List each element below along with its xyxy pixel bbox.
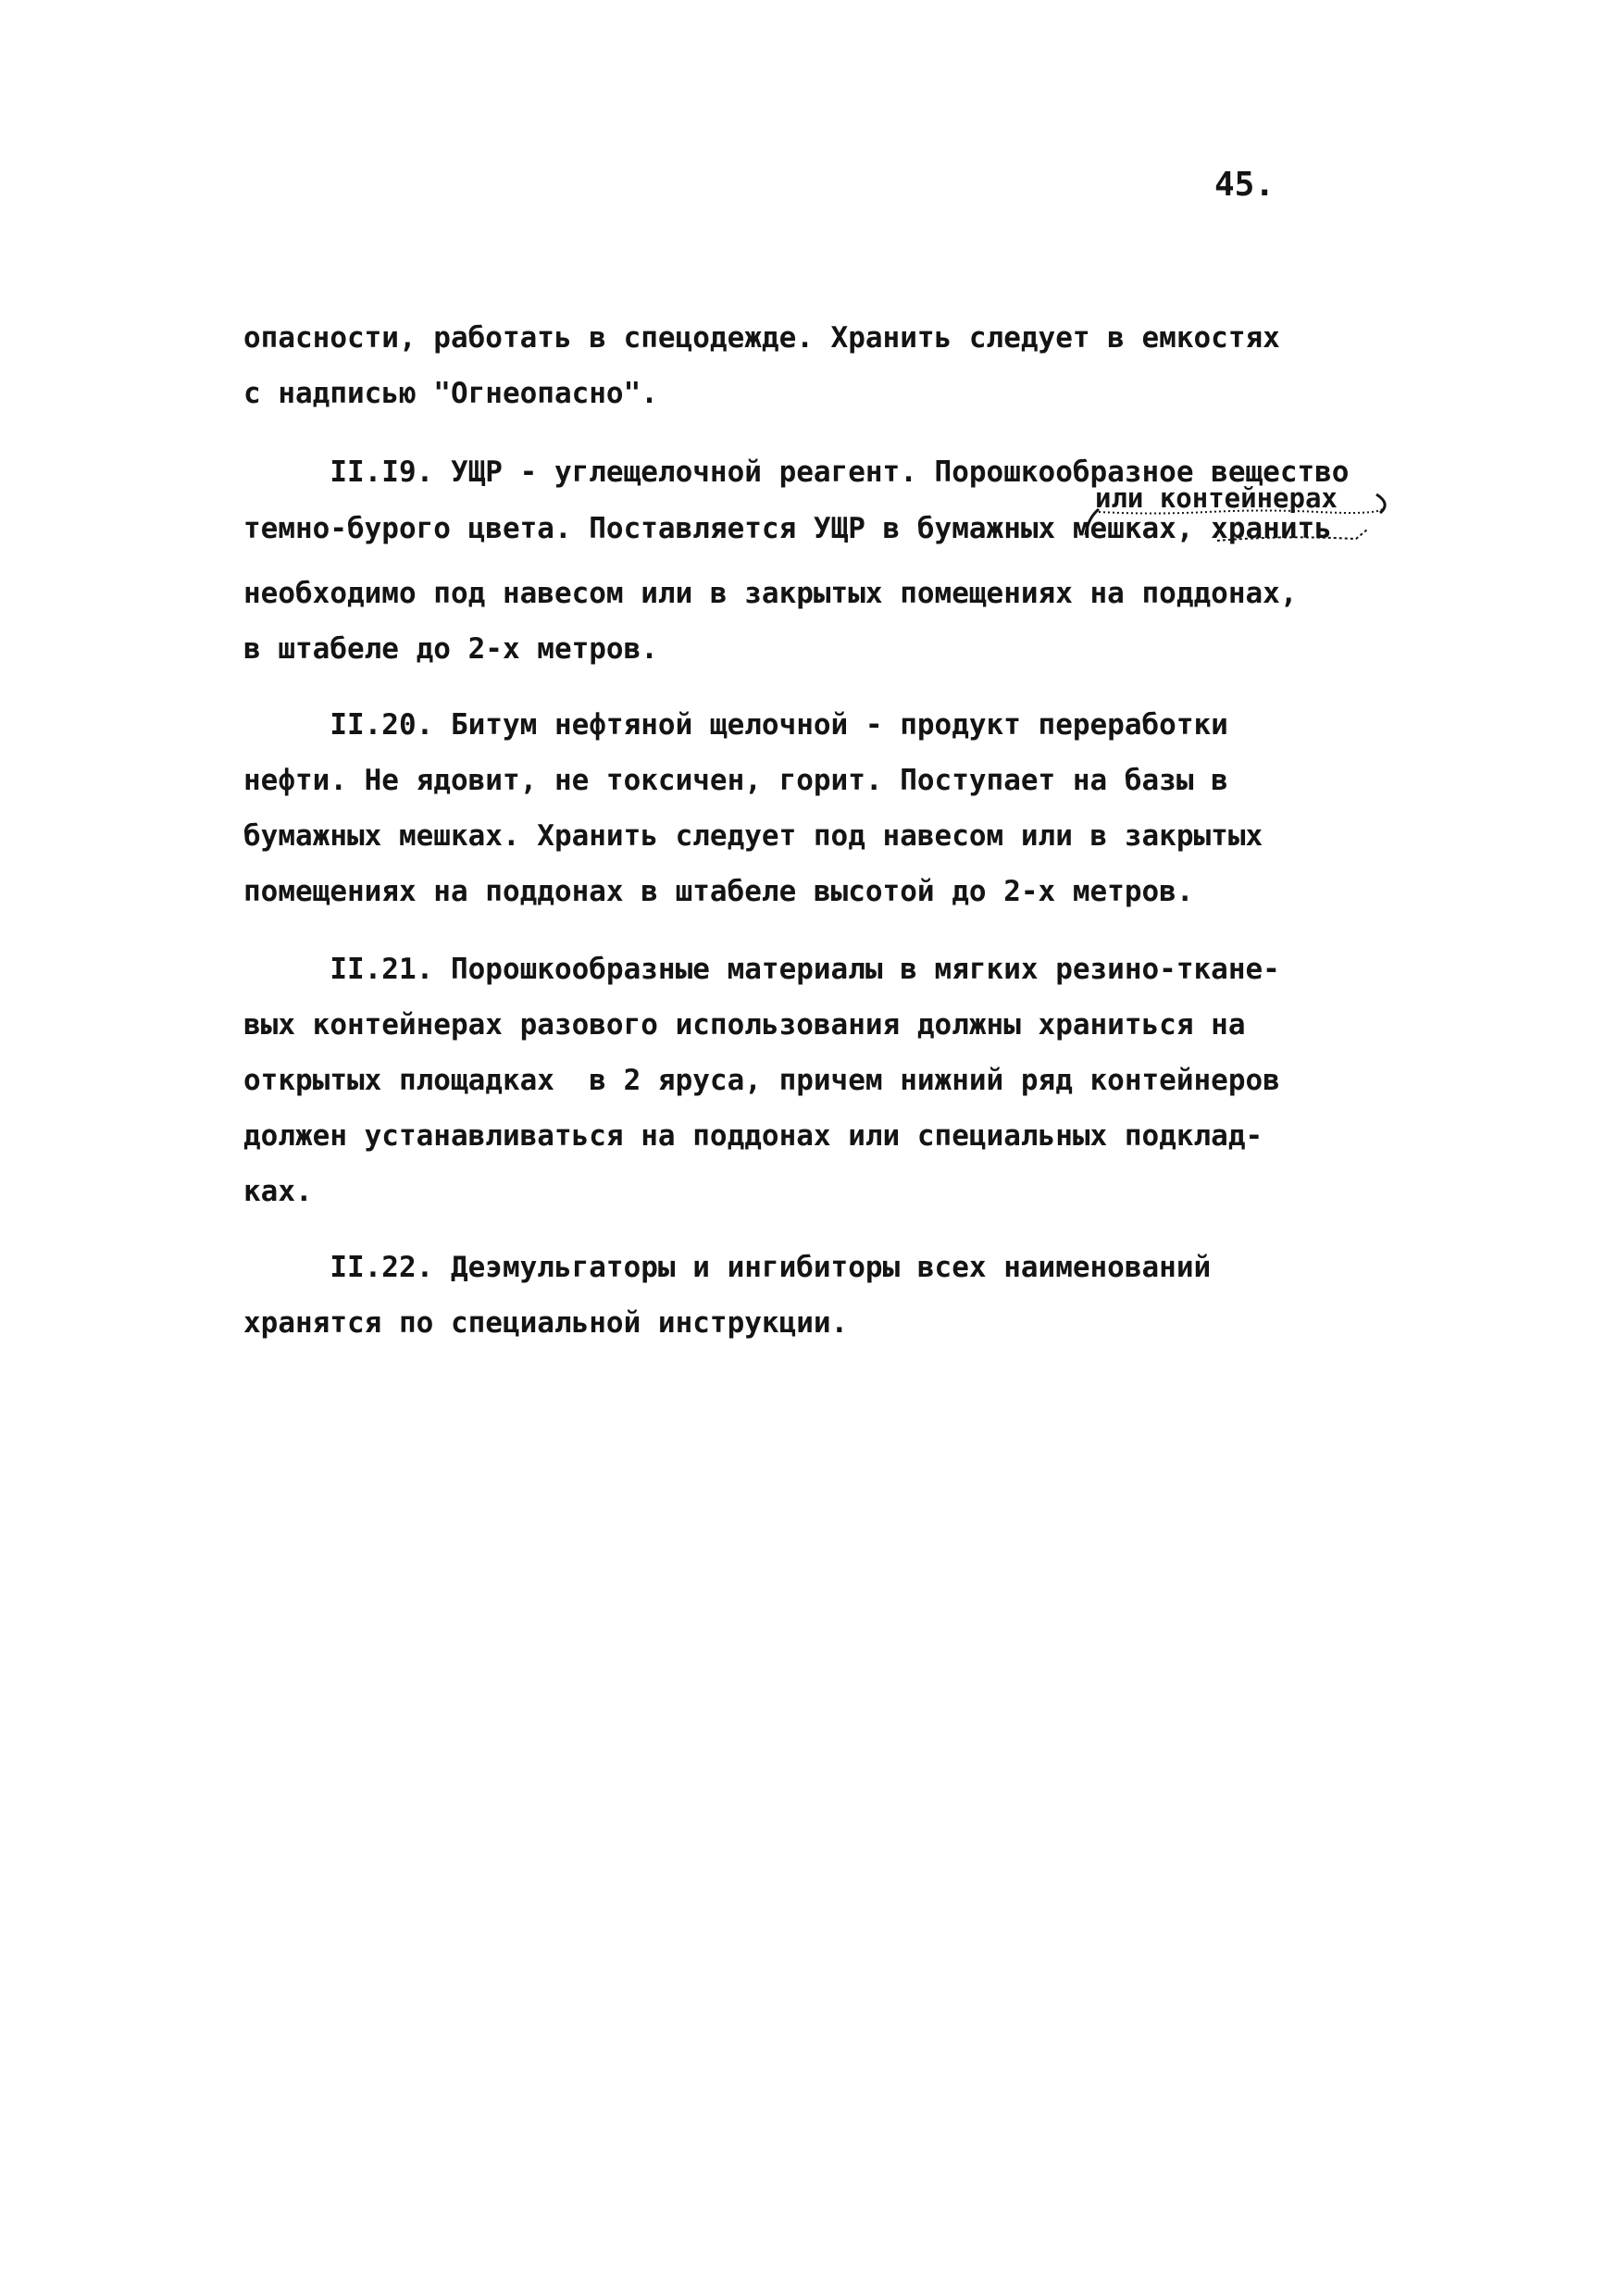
text-line: вых контейнерах разового использования должны храниться на [243,1008,1246,1042]
text-line: II.22. Деэмульгаторы и ингибиторы всех наименований [243,1251,1212,1284]
text-line: опасности, работать в спецодежде. Хранить следует в емкостях [243,321,1280,355]
text-line: II.21. Порошкообразные материалы в мягких резино-ткане- [243,953,1280,986]
text-line: должен устанавливаться на поддонах или специальных подклад- [243,1119,1263,1153]
text-line: нефти. Не ядовит, не токсичен, горит. Поступает на базы в [243,764,1228,797]
text-line: темно-бурого цвета. Поставляется УЩР в бумажных мешках, хранить [243,512,1332,545]
text-line: II.I9. УЩР - углещелочной реагент. Порошкообразное вещество [243,455,1350,489]
text-line: ках. [243,1175,313,1208]
inserted-text: или контейнерах [1095,482,1338,514]
text-line: бумажных мешках. Хранить следует под навесом или в закрытых [243,819,1263,853]
text-line: с надписью "Огнеопасно". [243,377,658,410]
page-number: 45. [1214,166,1276,204]
text-line: помещениях на поддонах в штабеле высотой до 2-х метров. [243,875,1194,908]
text-line: хранятся по специальной инструкции. [243,1306,849,1340]
text-line: необходимо под навесом или в закрытых помещениях на поддонах, [243,577,1298,610]
text-line: в штабеле до 2-х метров. [243,632,658,666]
text-line: открытых площадках в 2 яруса, причем нижний ряд контейнеров [243,1064,1280,1097]
text-line: II.20. Битум нефтяной щелочной - продукт переработки [243,708,1228,742]
